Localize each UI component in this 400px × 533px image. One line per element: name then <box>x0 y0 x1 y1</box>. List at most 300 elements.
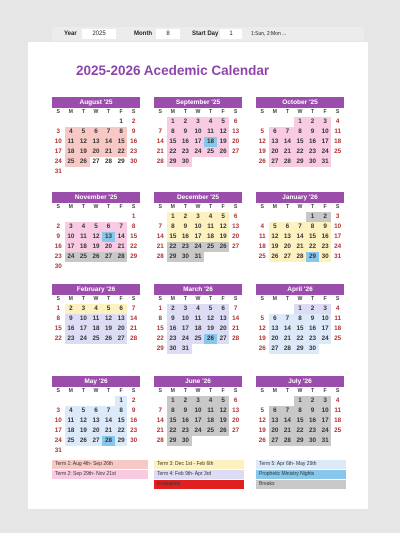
day-cell: 23 <box>54 253 62 260</box>
day-cell: 22 <box>167 147 180 157</box>
day-cell: 24 <box>319 147 332 157</box>
day-cell: 25 <box>65 436 78 446</box>
day-cell: 4 <box>260 223 265 230</box>
weekday-label: W <box>93 388 99 394</box>
weekday-label: S <box>131 296 136 302</box>
day-cell: 17 <box>65 242 78 252</box>
day-cell: 6 <box>115 304 128 314</box>
weekday-label: M <box>272 204 277 210</box>
weekday-label: W <box>195 109 201 115</box>
day-grid <box>256 117 344 167</box>
day-cell: 27 <box>232 243 240 250</box>
day-cell: 30 <box>130 437 138 444</box>
day-cell: 11 <box>204 406 217 416</box>
day-cell: 1 <box>294 117 307 127</box>
start-day-input[interactable]: 1 <box>220 29 242 39</box>
day-cell: 12 <box>258 138 266 145</box>
month-header: November '25 <box>52 192 140 203</box>
month-calendar <box>154 284 242 354</box>
month-input[interactable]: 8 <box>156 29 180 39</box>
day-cell: 30 <box>54 263 62 270</box>
day-cell: 26 <box>217 242 230 252</box>
day-cell: 27 <box>217 334 230 344</box>
day-cell: 28 <box>102 436 115 446</box>
day-cell: 10 <box>319 314 332 324</box>
empty-cell <box>102 396 115 406</box>
day-cell: 22 <box>130 243 138 250</box>
day-cell: 28 <box>281 344 294 354</box>
day-cell: 3 <box>56 128 61 135</box>
day-cell: 26 <box>90 252 103 262</box>
empty-cell <box>154 212 167 222</box>
empty-cell <box>90 117 103 127</box>
day-cell: 23 <box>179 426 192 436</box>
day-cell: 28 <box>294 252 307 262</box>
day-grid <box>154 304 242 354</box>
day-cell: 19 <box>258 148 266 155</box>
weekday-row <box>52 295 140 304</box>
weekday-label: T <box>183 296 187 302</box>
day-cell: 16 <box>179 416 192 426</box>
day-cell: 26 <box>217 426 230 436</box>
day-cell: 3 <box>192 212 205 222</box>
weekday-label: S <box>158 388 163 394</box>
day-cell: 30 <box>306 157 319 167</box>
weekday-label: F <box>119 109 123 115</box>
day-cell: 15 <box>306 232 319 242</box>
day-cell: 7 <box>294 222 307 232</box>
day-cell: 19 <box>77 426 90 436</box>
day-cell: 6 <box>269 314 282 324</box>
day-cell: 3 <box>192 396 205 406</box>
month-calendar <box>256 376 344 446</box>
day-cell: 29 <box>117 158 125 165</box>
day-cell: 8 <box>56 315 61 322</box>
month-header: June '26 <box>154 376 242 387</box>
day-cell: 15 <box>115 416 128 426</box>
day-cell: 19 <box>258 427 266 434</box>
day-cell: 28 <box>115 252 128 262</box>
day-cell: 20 <box>90 147 103 157</box>
day-cell: 5 <box>260 128 265 135</box>
weekday-label: M <box>68 204 73 210</box>
day-cell: 12 <box>258 325 266 332</box>
day-cell: 24 <box>77 334 90 344</box>
weekday-label: F <box>221 296 225 302</box>
day-cell: 15 <box>167 137 180 147</box>
day-cell: 2 <box>65 304 78 314</box>
weekday-label: S <box>260 204 265 210</box>
day-cell: 30 <box>179 252 192 262</box>
weekday-label: S <box>131 204 136 210</box>
day-cell: 28 <box>156 253 164 260</box>
weekday-label: S <box>131 388 136 394</box>
day-cell: 30 <box>179 157 192 167</box>
weekday-label: T <box>285 109 289 115</box>
month-header: May '26 <box>52 376 140 387</box>
empty-cell <box>102 212 115 222</box>
month-calendar <box>154 192 242 262</box>
day-cell: 17 <box>319 137 332 147</box>
day-cell: 8 <box>294 127 307 137</box>
day-cell: 2 <box>179 117 192 127</box>
day-cell: 18 <box>192 324 205 334</box>
weekday-label: T <box>208 204 213 210</box>
day-cell: 25 <box>258 253 266 260</box>
weekday-label: F <box>323 296 327 302</box>
day-cell: 8 <box>167 406 180 416</box>
month-calendar <box>52 376 140 456</box>
weekday-label: M <box>68 296 73 302</box>
weekday-label: M <box>170 296 175 302</box>
day-cell: 14 <box>115 232 128 242</box>
day-cell: 18 <box>65 147 78 157</box>
weekday-label: W <box>93 204 99 210</box>
day-cell: 16 <box>65 324 78 334</box>
day-cell: 7 <box>233 305 238 312</box>
day-cell: 23 <box>130 148 138 155</box>
day-cell: 12 <box>77 137 90 147</box>
day-cell: 1 <box>119 118 123 125</box>
day-cell: 25 <box>334 148 342 155</box>
weekday-row <box>154 203 242 212</box>
day-cell: 7 <box>158 407 163 414</box>
day-cell: 21 <box>130 325 138 332</box>
day-cell: 31 <box>319 436 332 446</box>
day-cell: 6 <box>233 118 238 125</box>
day-cell: 14 <box>294 232 307 242</box>
day-cell: 9 <box>179 406 192 416</box>
day-cell: 22 <box>167 242 180 252</box>
day-cell: 26 <box>77 436 90 446</box>
weekday-label: T <box>310 109 315 115</box>
weekday-label: S <box>233 296 238 302</box>
day-cell: 10 <box>54 417 62 424</box>
day-cell: 16 <box>130 417 138 424</box>
weekday-label: T <box>183 204 187 210</box>
day-cell: 22 <box>115 147 128 157</box>
year-label: Year <box>64 31 77 37</box>
day-cell: 14 <box>281 416 294 426</box>
day-cell: 31 <box>179 344 192 354</box>
day-cell: 28 <box>130 335 138 342</box>
day-grid <box>154 212 242 262</box>
day-cell: 21 <box>281 334 294 344</box>
day-cell: 11 <box>192 314 205 324</box>
day-cell: 24 <box>54 437 62 444</box>
day-cell: 13 <box>269 324 282 334</box>
day-cell: 31 <box>54 447 62 454</box>
day-cell: 17 <box>192 416 205 426</box>
day-cell: 14 <box>102 137 115 147</box>
empty-cell <box>281 396 294 406</box>
empty-cell <box>52 212 65 222</box>
day-cell: 6 <box>269 127 282 137</box>
day-cell: 8 <box>294 406 307 416</box>
day-cell: 20 <box>90 426 103 436</box>
day-cell: 17 <box>319 324 332 334</box>
day-cell: 11 <box>204 222 217 232</box>
day-cell: 12 <box>204 314 217 324</box>
day-cell: 17 <box>334 233 342 240</box>
day-cell: 31 <box>192 252 205 262</box>
day-cell: 11 <box>258 233 266 240</box>
day-cell: 25 <box>334 427 342 434</box>
weekday-label: S <box>335 204 340 210</box>
weekday-label: M <box>68 388 73 394</box>
day-cell: 28 <box>281 436 294 446</box>
day-cell: 22 <box>294 334 307 344</box>
day-cell: 25 <box>65 157 78 167</box>
day-cell: 26 <box>102 334 115 344</box>
empty-cell <box>65 396 78 406</box>
day-cell: 1 <box>131 213 136 220</box>
weekday-label: M <box>170 388 175 394</box>
day-cell: 18 <box>204 232 217 242</box>
day-cell: 18 <box>334 138 342 145</box>
empty-cell <box>269 304 282 314</box>
weekday-label: T <box>81 296 85 302</box>
day-cell: 25 <box>90 334 103 344</box>
day-cell: 21 <box>156 243 164 250</box>
day-grid <box>52 117 140 177</box>
day-cell: 2 <box>306 304 319 314</box>
day-cell: 21 <box>281 426 294 436</box>
month-calendar <box>52 284 140 344</box>
day-cell: 14 <box>281 137 294 147</box>
day-cell: 13 <box>281 232 294 242</box>
day-cell: 16 <box>306 324 319 334</box>
weekday-label: F <box>221 109 225 115</box>
day-cell: 24 <box>192 147 205 157</box>
day-cell: 20 <box>232 138 240 145</box>
weekday-label: T <box>106 388 111 394</box>
day-cell: 9 <box>306 314 319 324</box>
day-cell: 20 <box>232 417 240 424</box>
weekday-label: M <box>272 388 277 394</box>
day-cell: 13 <box>269 416 282 426</box>
day-cell: 27 <box>115 334 128 344</box>
day-cell: 4 <box>77 222 90 232</box>
day-cell: 27 <box>232 427 240 434</box>
day-cell: 19 <box>269 242 282 252</box>
day-cell: 4 <box>335 397 340 404</box>
day-cell: 21 <box>156 148 164 155</box>
weekday-label: F <box>323 109 327 115</box>
day-cell: 4 <box>335 305 340 312</box>
day-cell: 11 <box>90 314 103 324</box>
day-cell: 11 <box>65 137 78 147</box>
month-calendar <box>256 97 344 167</box>
empty-cell <box>154 396 167 406</box>
start-day-hint: 1:Sun, 2:Mon ... <box>251 31 287 37</box>
day-cell: 8 <box>115 127 128 137</box>
day-cell: 8 <box>115 406 128 416</box>
day-cell: 13 <box>217 314 230 324</box>
weekday-label: M <box>170 109 175 115</box>
day-cell: 31 <box>334 253 342 260</box>
day-cell: 23 <box>65 334 78 344</box>
day-cell: 16 <box>319 232 332 242</box>
day-cell: 18 <box>258 243 266 250</box>
day-cell: 4 <box>335 118 340 125</box>
weekday-label: S <box>56 296 61 302</box>
day-cell: 18 <box>334 325 342 332</box>
month-header: August '25 <box>52 97 140 108</box>
day-cell: 2 <box>167 304 180 314</box>
day-cell: 6 <box>233 213 238 220</box>
legend-exams: Evaluation <box>154 480 244 489</box>
weekday-label: S <box>233 388 238 394</box>
day-cell: 30 <box>306 344 319 354</box>
day-grid <box>154 117 242 167</box>
day-cell: 12 <box>77 416 90 426</box>
day-cell: 5 <box>269 222 282 232</box>
day-cell: 21 <box>102 426 115 436</box>
day-cell: 7 <box>281 314 294 324</box>
weekday-label: F <box>323 204 327 210</box>
day-cell: 4 <box>204 396 217 406</box>
weekday-label: W <box>195 388 201 394</box>
day-cell: 23 <box>306 426 319 436</box>
day-cell: 23 <box>306 334 319 344</box>
day-cell: 19 <box>258 335 266 342</box>
weekday-label: S <box>56 109 61 115</box>
day-cell: 4 <box>90 304 103 314</box>
day-cell: 27 <box>232 148 240 155</box>
day-cell: 13 <box>232 128 240 135</box>
weekday-row <box>256 387 344 396</box>
month-header: December '25 <box>154 192 242 203</box>
day-cell: 20 <box>269 147 282 157</box>
day-cell: 16 <box>179 232 192 242</box>
day-cell: 29 <box>294 157 307 167</box>
weekday-label: T <box>106 296 111 302</box>
empty-cell <box>256 212 269 222</box>
empty-cell <box>269 212 282 222</box>
weekday-label: T <box>208 388 213 394</box>
day-cell: 30 <box>179 436 192 446</box>
day-cell: 20 <box>217 324 230 334</box>
day-cell: 3 <box>319 396 332 406</box>
day-cell: 17 <box>77 324 90 334</box>
day-cell: 16 <box>179 137 192 147</box>
weekday-label: S <box>158 296 163 302</box>
day-cell: 16 <box>306 137 319 147</box>
day-cell: 29 <box>294 436 307 446</box>
day-cell: 27 <box>269 436 282 446</box>
day-cell: 23 <box>319 242 332 252</box>
day-cell: 17 <box>192 137 205 147</box>
day-cell: 19 <box>77 147 90 157</box>
day-cell: 3 <box>192 117 205 127</box>
day-cell: 27 <box>269 344 282 354</box>
day-cell: 23 <box>130 427 138 434</box>
day-cell: 11 <box>204 127 217 137</box>
month-header: February '26 <box>52 284 140 295</box>
day-cell: 9 <box>167 314 180 324</box>
day-cell: 7 <box>115 222 128 232</box>
day-cell: 2 <box>306 117 319 127</box>
day-cell: 26 <box>217 147 230 157</box>
day-cell: 22 <box>306 242 319 252</box>
empty-cell <box>65 212 78 222</box>
day-cell: 13 <box>90 416 103 426</box>
day-cell: 31 <box>54 168 62 175</box>
weekday-label: T <box>208 109 213 115</box>
legend-term2: Term 2: Sep 29th- Nov 21st <box>52 470 148 479</box>
day-grid <box>52 212 140 272</box>
day-cell: 14 <box>130 315 138 322</box>
empty-cell <box>52 117 65 127</box>
empty-cell <box>269 396 282 406</box>
day-cell: 22 <box>54 335 62 342</box>
day-cell: 3 <box>56 407 61 414</box>
day-cell: 18 <box>334 417 342 424</box>
day-cell: 23 <box>179 147 192 157</box>
year-input[interactable]: 2025 <box>82 29 116 39</box>
day-grid <box>154 396 242 446</box>
day-cell: 16 <box>306 416 319 426</box>
weekday-label: S <box>335 296 340 302</box>
day-cell: 5 <box>90 222 103 232</box>
day-cell: 15 <box>156 325 164 332</box>
day-cell: 29 <box>156 345 164 352</box>
weekday-label: F <box>119 388 123 394</box>
month-header: July '26 <box>256 376 344 387</box>
day-cell: 8 <box>294 314 307 324</box>
day-cell: 22 <box>294 147 307 157</box>
weekday-label: T <box>81 204 85 210</box>
day-cell: 2 <box>131 118 136 125</box>
day-cell: 12 <box>217 127 230 137</box>
day-cell: 25 <box>192 334 205 344</box>
day-cell: 24 <box>319 334 332 344</box>
day-cell: 18 <box>77 242 90 252</box>
day-cell: 3 <box>179 304 192 314</box>
empty-cell <box>256 117 269 127</box>
weekday-label: F <box>119 296 123 302</box>
day-cell: 6 <box>90 127 103 137</box>
weekday-label: S <box>335 109 340 115</box>
day-cell: 3 <box>65 222 78 232</box>
day-cell: 25 <box>204 426 217 436</box>
empty-cell <box>77 396 90 406</box>
day-cell: 1 <box>167 117 180 127</box>
day-cell: 10 <box>192 222 205 232</box>
day-cell: 9 <box>306 406 319 416</box>
day-cell: 28 <box>156 437 164 444</box>
month-label: Month <box>134 31 152 37</box>
empty-cell <box>77 212 90 222</box>
day-cell: 5 <box>217 212 230 222</box>
day-cell: 11 <box>65 416 78 426</box>
day-cell: 1 <box>115 396 128 406</box>
day-cell: 5 <box>217 396 230 406</box>
day-cell: 6 <box>281 222 294 232</box>
day-cell: 4 <box>204 117 217 127</box>
day-cell: 10 <box>334 223 342 230</box>
day-cell: 9 <box>306 127 319 137</box>
day-cell: 5 <box>260 407 265 414</box>
day-cell: 1 <box>167 212 180 222</box>
day-cell: 5 <box>260 315 265 322</box>
day-cell: 20 <box>281 242 294 252</box>
month-header: April '26 <box>256 284 344 295</box>
day-cell: 24 <box>54 158 62 165</box>
day-cell: 28 <box>105 158 113 165</box>
day-cell: 21 <box>156 427 164 434</box>
